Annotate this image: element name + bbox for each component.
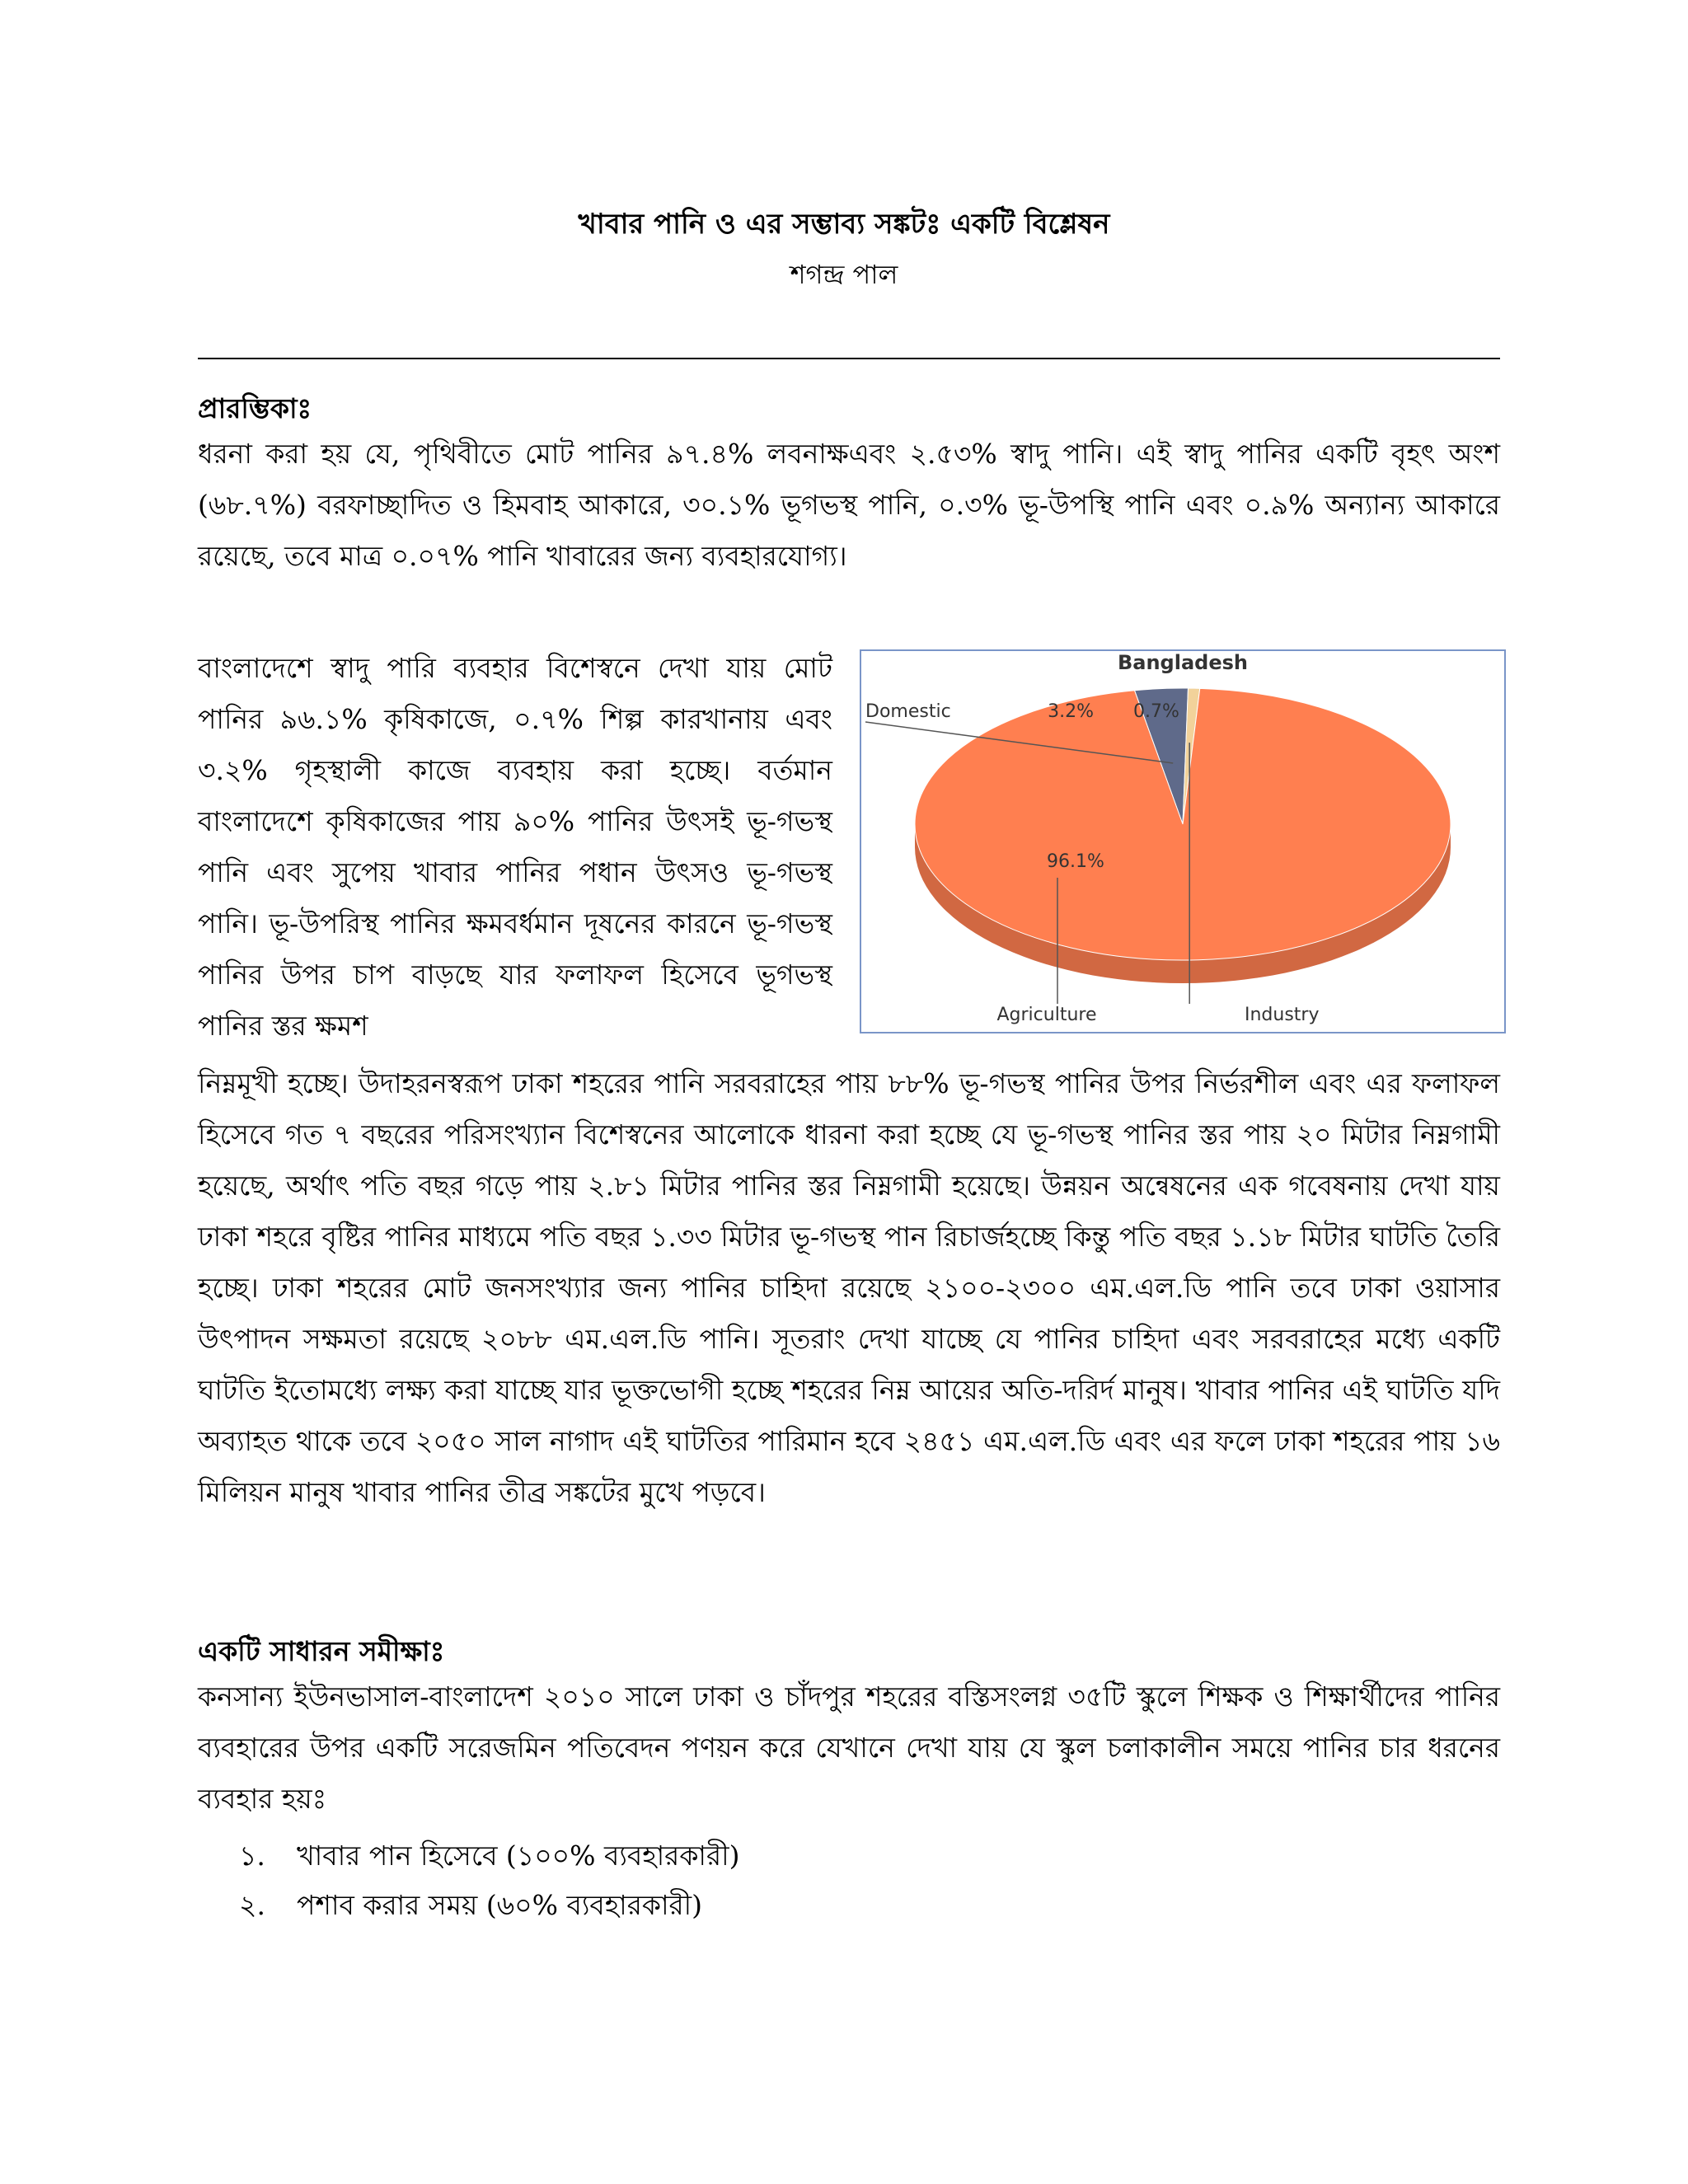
section-heading-survey: একটি সাধারন সমীক্ষাঃ — [198, 1635, 445, 1667]
legend-label-agriculture: Agriculture — [996, 1005, 1097, 1025]
list-item — [239, 1831, 739, 1881]
chart-title: Bangladesh — [1117, 651, 1249, 674]
pie-chart-svg — [861, 651, 1504, 1032]
pie-top-layer — [915, 688, 1451, 960]
document-author: শগন্দ্র পাল — [790, 259, 898, 290]
survey-list — [239, 1831, 739, 1930]
bangladesh-paragraph-full: নিম্নমূখী হচ্ছে। উদাহরনস্বরূপ ঢাকা শহরের পানি সরবরাহের পায় ৮৮% ভূ-গভস্থ পানির উপর নির্ভরশীল এবং এর ফলাফল হিসেবে গত ৭ বছরের পরিসংখ্যান বিশেস্বনের আলোকে ধারনা করা হচ্ছে যে ভূ-গভস্থ পানির স্তর পায় ২০ মিটার নিম্নগামী হয়েছে, অর্থাৎ পতি বছর গড়ে পায় ২.৮১ মিটার পানির স্তর নিম্নগামী হয়েছে। উন্নয়ন অন্বেষনের এক গবেষনায় দেখা যায় ঢাকা শহরে বৃষ্টির পানির মাধ্যমে পতি বছর ১.৩৩ মিটার ভূ-গভস্থ পান রিচার্জহচ্ছে কিন্তু পতি বছর ১.১৮ মিটার ঘাটতি তৈরি হচ্ছে। ঢাকা শহরের মোট জনসংখ্যার জন্য পানির চাহিদা রয়েছে ২১০০-২৩০০ এম.এল.ডি পানি তবে ঢাকা ওয়াসার উৎপাদন সক্ষমতা রয়েছে ২০৮৮ এম.এল.ডি পানি। সূতরাং দেখা যাচ্ছে যে পানির চাহিদা এবং সরবরাহের মধ্যে একটি ঘাটতি ইতোমধ্যে লক্ষ্য করা যাচ্ছে যার ভূক্তভোগী হচ্ছে শহরের নিম্ন আয়ের অতি-দরির্দ মানুষ। খাবার পানির এই ঘাটতি যদি অব্যাহত থাকে তবে ২০৫০ সাল নাগাদ এই ঘাটতির পারিমান হবে ২৪৫১ এম.এল.ডি এবং এর ফলে ঢাকা শহরের পায় ১৬ মিলিয়ন মানুষ খাবার পানির তীব্র সঙ্কটের মুখে পড়বে। — [198, 1067, 1500, 1508]
legend-label-industry: Industry — [1245, 1005, 1320, 1025]
survey-paragraph: কনসান্য ইউনভাসাল-বাংলাদেশ ২০১০ সালে ঢাকা ও চাঁদপুর শহরের বস্তিসংলগ্ন ৩৫টি স্কুলে শিক্ষক ও শিক্ষার্থীদের পানির ব্যবহারের উপর একটি সরেজমিন পতিবেদন পণয়ন করে যেখানে দেখা যায় যে স্কুল চলাকালীন সময়ে পানির চার ধরনের ব্যবহার হয়ঃ — [198, 1680, 1500, 1815]
legend-label-domestic: Domestic — [865, 701, 951, 722]
water-use-pie-chart — [860, 649, 1506, 1033]
list-item-number: ২. — [239, 1889, 265, 1921]
header-divider — [198, 358, 1500, 359]
data-label-industry: 0.7% — [1133, 701, 1179, 722]
data-label-agriculture: 96.1% — [1047, 851, 1104, 872]
list-item-number: ১. — [239, 1840, 265, 1872]
list-item-text: পশাব করার সময় (৬০% ব্যবহারকারী) — [297, 1889, 702, 1921]
list-item — [239, 1881, 739, 1930]
section-heading-intro: প্রারম্ভিকাঃ — [198, 392, 312, 424]
intro-paragraph: ধরনা করা হয় যে, পৃথিবীতে মোট পানির ৯৭.৪% লবনাক্ষএবং ২.৫৩% স্বাদু পানি। এই স্বাদু পানির একটি বৃহৎ অংশ (৬৮.৭%) বরফাচ্ছাদিত ও হিমবাহ আকারে, ৩০.১% ভূগভস্থ পানি, ০.৩% ভূ-উপস্থি পানি এবং ০.৯% অন্যান্য আকারে রয়েছে, তবে মাত্র ০.০৭% পানি খাবারের জন্য ব্যবহারযোগ্য। — [198, 438, 1500, 572]
bangladesh-paragraph-narrow: বাংলাদেশে স্বাদু পারি ব্যবহার বিশেস্বনে দেখা যায় মোট পানির ৯৬.১% কৃষিকাজে, ০.৭% শিল্প কারখানায় এবং ৩.২% গৃহস্থালী কাজে ব্যবহায় করা হচ্ছে। বর্তমান বাংলাদেশে কৃষিকাজের পায় ৯০% পানির উৎসই ভূ-গভস্থ পানি এবং সুপেয় খাবার পানির পধান উৎসও ভূ-গভস্থ পানি। ভূ-উপরিস্থ পানির ক্ষমবর্ধমান দূষনের কারনে ভূ-গভস্থ পানির উপর চাপ বাড়ছে যার ফলাফল হিসেবে ভূগভস্থ পানির স্তর ক্ষমশ — [198, 652, 832, 1042]
data-label-domestic: 3.2% — [1048, 701, 1094, 722]
list-item-text: খাবার পান হিসেবে (১০০% ব্যবহারকারী) — [297, 1840, 740, 1872]
document-title: খাবার পানি ও এর সম্ভাব্য সঙ্কটঃ একটি বিশ্লেষন — [578, 208, 1110, 241]
